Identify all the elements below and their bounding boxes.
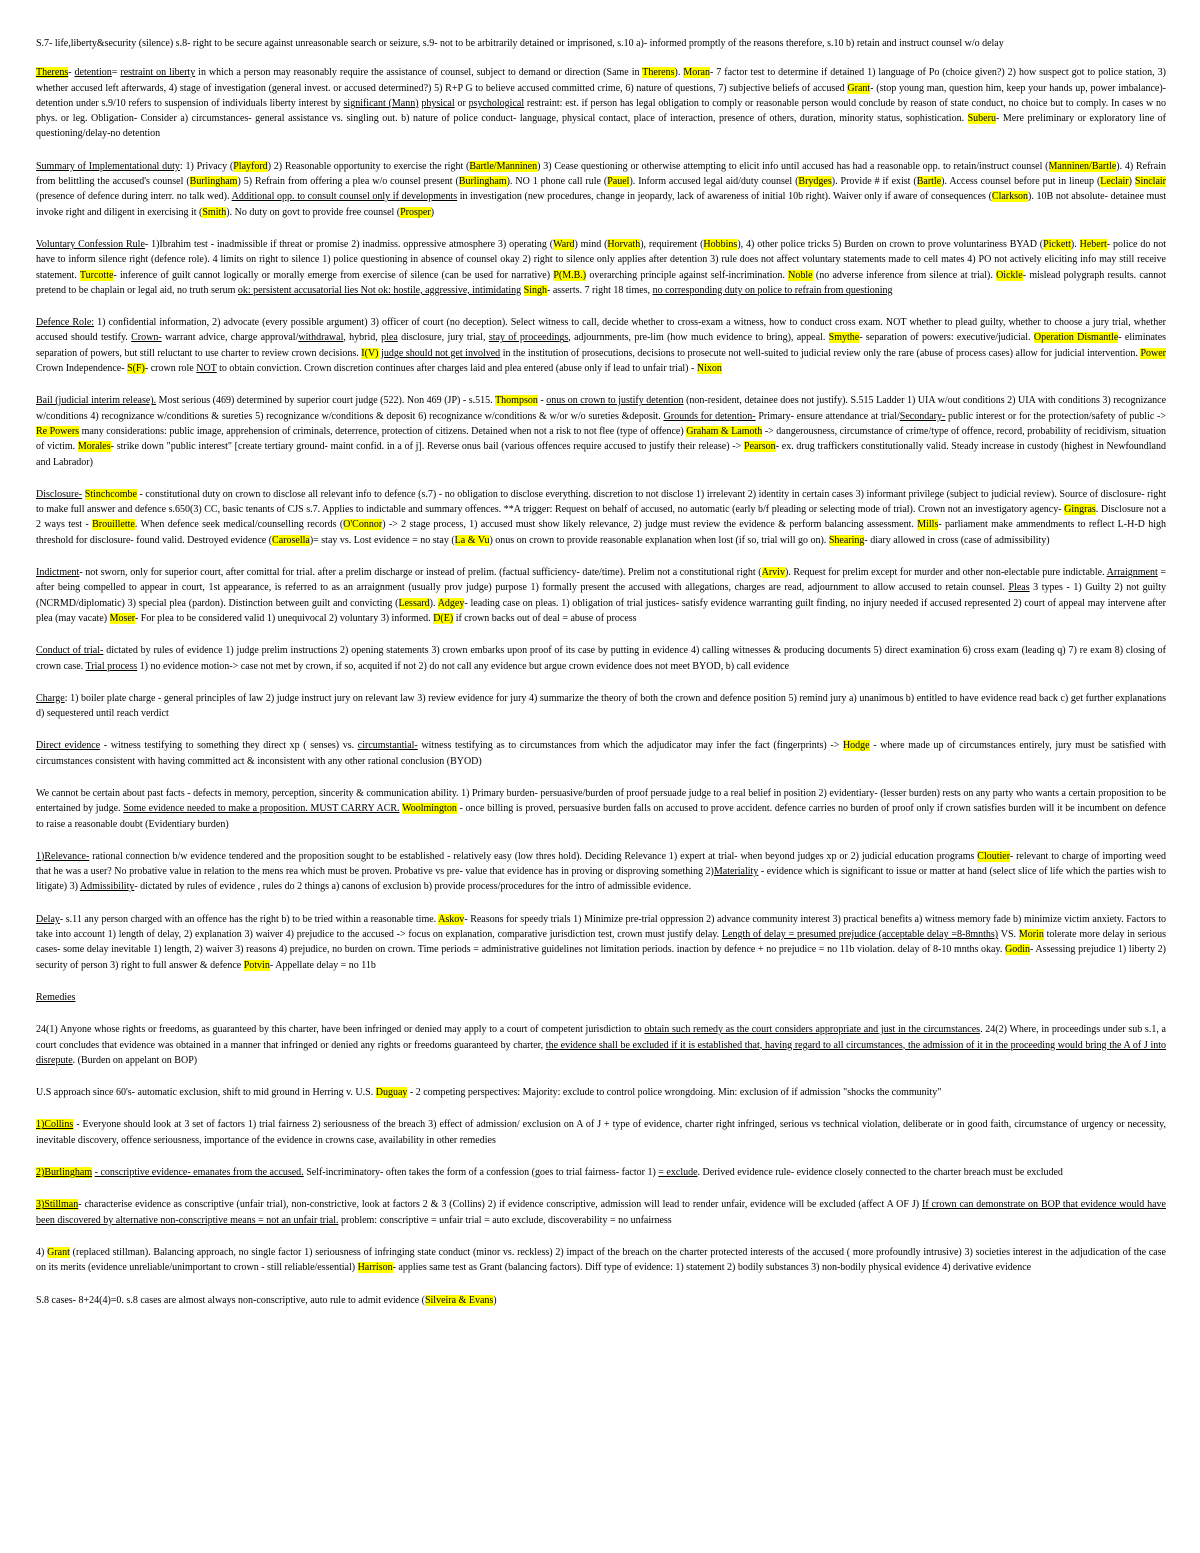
text-run: (non-resident, detainee does not justify). S.515 Ladder 1) UIA w/out conditions 2) UIA with conditions 3) recognizance w/conditions 4) recognizance w/conditions & sureties 5) recognizance w/conditions & deposit 6) recognizance w/conditions & w/or w/o sureties &deposit. (36, 395, 1167, 422)
text-run: S.7- life,liberty&security (silence) s.8- right to be secure against unreasonable search or seizure, s.9- not to be arbitrarily detained or imprisoned, s.10 a)- informed promptly of the reasons therefore, s.10 b) retain and instruct counsel w/o delay (36, 38, 1004, 49)
text-run: ). No duty on govt to provide free counsel ( (226, 206, 401, 218)
text-run: - once billing is proved, persuasive burden falls on accused to prove accident. defence carries no burden of proof only if crown satisfies burden will it be incumbent on defence to raise a reasonable doubt (Evidentiary burden) (36, 803, 1166, 830)
text-run: - diary allowed in cross (case of admissibility) (864, 534, 1050, 546)
underlined-text: Voluntary Confession Rule (36, 238, 145, 250)
highlighted-case-name: Re Powers (36, 425, 80, 437)
text-run: - inference of guilt cannot logically or morally emerge from exercise of silence (can be used for narrative) (113, 269, 554, 281)
highlighted-case-name: Oickle (996, 269, 1023, 281)
text-run: ) 3) Cease questioning or otherwise attempting to elicit info until accused has had a reasonable opp. to retain/instruct counsel ( (537, 160, 1049, 172)
paragraph (36, 849, 1166, 895)
text-run: - For plea to be considered valid 1) unequivocal 2) voluntary 3) informed. (134, 612, 434, 624)
underlined-text: Indictment (36, 567, 80, 579)
text-run: . Disclosure not a 2 ways test - (36, 504, 1166, 531)
text-run: or (454, 97, 469, 109)
text-run: ). Access counsel before put in lineup ( (941, 176, 1101, 188)
text-run: 24(1) Anyone whose rights or freedoms, as guaranteed by this charter, have been infringed or denied may apply to a court of competent jurisdiction to (36, 1024, 645, 1036)
text-run: - Mere preliminary or exploratory line of questioning/delay-no detention (36, 113, 1167, 140)
paragraph (36, 315, 1166, 376)
highlighted-case-name: Pauel (607, 176, 630, 188)
highlighted-case-name: Sinclair (1134, 176, 1166, 188)
text-run: - witness testifying to something they direct xp ( senses) vs. (100, 740, 358, 752)
text-run: ). 10B not absolute- detainee must invoke right and diligent in exercising it ( (36, 191, 1166, 218)
text-run: dictated by rules of evidence 1) judge prelim instructions 2) opening statements 3) crown embarks upon proof of its case by putting in evidence 4) calling witnesses & producing documents 5) direct examination 6) cross exam (leading q) 7) re exam 8) closing of crown case. (36, 645, 1166, 672)
highlighted-case-name: Ward (553, 238, 575, 250)
text-run: ) (1128, 176, 1135, 188)
highlighted-case-name: Morales (77, 441, 111, 453)
paragraph (36, 1117, 1166, 1148)
text-run: Most serious (469) determined by superior court judge (522). Non 469 (JP) - s.515. (156, 395, 496, 407)
highlighted-case-name: Noble (788, 269, 813, 281)
highlighted-case-name: Grant (47, 1246, 70, 1258)
highlighted-case-name: I(V) (361, 347, 379, 359)
paragraph (36, 1293, 1166, 1308)
underlined-text: = exclude (658, 1167, 698, 1179)
underlined-text: Crown- (131, 332, 162, 344)
text-run: : 1) boiler plate charge - general principles of law 2) judge instruct jury on relevant law 3) review evidence for jury 4) summarize the theory of both the crown and defence position 5) remind jury a) unanimous b) entitled to have evidence read back c) get further explanations d) sequestered until reach verdict (36, 692, 1166, 720)
paragraph (36, 36, 1166, 51)
text-run: 1) confidential information, 2) advocate (every possible argument) 3) officer of court (no deception). Select witness to call, decide whether to cross-exam a witness, how to conduct cross exam. NOT whether to plead guilty, whether to choose a jury trial, whether accused should testify. (36, 317, 1166, 344)
text-run: : 1) Privacy ( (179, 160, 234, 172)
text-run: . 24(2) Where, in proceedings under sub s.1, a court concludes that evidence was obtained in a manner that infringed or denied any rights or freedoms guaranteed by charter, (36, 1024, 1166, 1051)
text-run: Self-incriminatory- often takes the form of a confession (goes to trial fairness- factor 1) (303, 1167, 659, 1179)
text-run: - police do not have to inform silence right (defence role). 4 limits on right to silence 1) police questioning in absence of counsel okay 2) right to silence only applies after detention 3) rule does not affect voluntary statements made to cell mates 4) PO not actively eliciting info may still receive statement. (36, 238, 1166, 281)
text-run: - applies same test as Grant (balancing factors). Diff type of evidence: 1) statement 2) bodily substances 3) non-bodily physical evidence 4) derivative evidence (392, 1262, 1032, 1274)
highlighted-case-name: Carosella (272, 534, 310, 546)
text-run: - ex. drug traffickers constitutionally valid. Steady increase in custody (highest in Newfoundland and Labrador) (36, 441, 1166, 468)
highlighted-case-name: Arviv (761, 567, 785, 579)
paragraph (36, 1085, 1166, 1100)
highlighted-case-name: Burlingham (189, 176, 238, 188)
text-run: ). 4) Refrain from belittling the accused's counsel ( (36, 160, 1166, 188)
highlighted-case-name: Moran (683, 67, 710, 79)
underlined-text: detention (74, 67, 112, 79)
highlighted-case-name: Askov (438, 913, 465, 925)
text-run: ) onus on crown to provide reasonable explanation when lost (if so, trial will go on). (489, 534, 829, 546)
text-run: warrant advice, charge approval/ (161, 332, 299, 344)
highlighted-case-name: P(M.B.) (553, 269, 587, 281)
text-run: U.S approach since 60's- automatic exclusion, shift to mid ground in Herring v. U.S. (36, 1087, 376, 1099)
underlined-text: Delay (36, 913, 60, 925)
text-run: - relevant to charge of importing weed that he was a user? No probative value in relation to the mens rea which must be proven. Probative vs pre- value that evidence has in proving or disproving something 2) (36, 850, 1166, 878)
highlighted-case-name: Duguay (375, 1087, 408, 1099)
highlighted-case-name: Singh (523, 284, 548, 296)
highlighted-case-name: Pearson (744, 441, 776, 453)
highlighted-case-name: Playford (233, 160, 268, 172)
text-run: - Assessing prejudice 1) liberty 2) security of person 3) right to full answer & defence (36, 944, 1166, 971)
highlighted-case-name: 1)Collins (36, 1119, 74, 1131)
text-run: ). Request for prelim except for murder and other non-electable pure indictable. (784, 567, 1107, 579)
highlighted-case-name: Manninen/Bartle (1048, 160, 1117, 172)
text-run: ). Provide # if exist ( (831, 176, 917, 188)
text-run: - Reasons for speedy trials 1) Minimize pre-trial oppression 2) advance community interest 3) practical benefits a) witness memory fade b) minimize victim anxiety. Factors to take into account 1) length of delay, 2) explanation 3) waiver 4) prejudice to the accused -> focus on explanation, comparative jurisdiction test, crown must justify delay. (36, 913, 1166, 941)
highlighted-case-name: O'Connor (343, 519, 383, 531)
paragraph (36, 1022, 1166, 1068)
text-run: ). (429, 597, 438, 609)
text-run: - strike down "public interest" [create tertiary ground- maint confid. in a of j]. Reverse onus bail (various offences require accused to justify their release) -> (110, 441, 745, 453)
highlighted-case-name: Horvath (607, 238, 641, 250)
text-run: overarching principle against self-incrimination. (586, 269, 789, 281)
paragraph (36, 1245, 1166, 1276)
text-run: if crown backs out of deal = abuse of process (453, 612, 637, 624)
text-run: = after being compelled to appear in court, 1st appearance, is referred to as an arraignment (usually prov judge) purpose 1) formally present the accused with allegations, charges are read, adjournment to allow accused to retain counsel. (36, 567, 1166, 594)
text-run: , hybrid, (343, 332, 382, 344)
text-run: disclosure, jury trial, (397, 332, 489, 344)
paragraph (36, 65, 1166, 141)
highlighted-case-name: Hodge (842, 740, 870, 752)
highlighted-case-name: Grant (847, 82, 871, 94)
highlighted-case-name: Brouillette (92, 519, 135, 531)
underlined-text: Trial process (85, 660, 138, 672)
text-run: S.8 cases- 8+24(4)=0. s.8 cases are almost always non-conscriptive, auto rule to admit evidence ( (36, 1294, 425, 1306)
text-run: We cannot be certain about past facts - defects in memory, perception, sincerity & communication ability. 1) Primary burden- persuasive/burden of proof persuade judge to a real belief in position 2) evidentiary- (lesser burden) rests on any party who wants a certain proposition to be entertained by judge. (36, 787, 1166, 815)
text-run: 1) no evidence motion-> case not met by crown, if so, acquited if not 2) do not call any evidence but argue crown evidence does not meet BYOD, b) call evidence (137, 660, 790, 672)
text-run: 4) (36, 1246, 48, 1258)
text-run: - separation of powers: executive/judicial. (859, 332, 1034, 344)
underlined-text: Some evidence needed to make a proposition. MUST CARRY ACR. (123, 803, 400, 815)
underlined-text: If crown can demonstrate on BOP that evidence would have been discovered by alternative non-conscriptive means = not an unfair trial. (36, 1199, 1166, 1226)
underlined-text: psychological (468, 97, 525, 109)
underlined-text: Charge (36, 692, 65, 704)
paragraph (36, 487, 1166, 548)
text-run: , adjournments, pre-lim (how much evidence to bring), appeal. (568, 332, 829, 344)
underlined-text: restraint on liberty (120, 67, 196, 79)
highlighted-case-name: Woolmington (402, 803, 457, 815)
highlighted-case-name: Bartle (916, 176, 942, 188)
text-run: - 2 competing perspectives: Majority: exclude to control police wrongdoing. Min: exclusion of if admission "shocks the community" (407, 1087, 942, 1099)
underlined-text: circumstantial- (357, 740, 418, 752)
text-run: - eliminates separation of powers, but still reluctant to use charter to review crown decisions. (36, 332, 1167, 359)
underlined-text: 1)Relevance- (36, 850, 90, 862)
text-run: . Derived evidence rule- evidence closely connected to the charter breach must be excluded (697, 1167, 1063, 1179)
text-run: ). NO 1 phone call rule ( (506, 176, 608, 188)
text-run: - characterise evidence as conscriptive (unfair trial), non-constrictive, look at factors 2 & 3 (Collins) 2) if evidence conscriptive, admission will lead to render unfair, evidence will be excluded (affect A OF J) (78, 1199, 922, 1211)
highlighted-case-name: Graham & Lamoth (686, 425, 763, 437)
underlined-text: - conscriptive evidence- emanates from the accused. (94, 1167, 304, 1179)
text-run: in which a person may reasonably require the assistance of counsel, subject to demand or direction (Same in (195, 67, 643, 79)
text-run: - mislead polygraph results. cannot pretend to be chaplain or legal aid, no truth serum (36, 269, 1166, 296)
underlined-text: ok: persistent accusatorial lies Not ok: hostile, aggressive, intimidating (237, 284, 522, 296)
text-run: rational connection b/w evidence tendered and the proposition sought to be established - relatively easy (low thres hold). Deciding Relevance 1) expert at trial- when beyond judges xp or 2) judicial education programs (89, 850, 978, 862)
highlighted-case-name: Prosper (400, 206, 431, 218)
paragraph (36, 643, 1166, 674)
underlined-text: no corresponding duty on police to refrain from questioning (652, 284, 893, 296)
text-run: ). (674, 67, 684, 79)
underlined-text: Pleas (1008, 582, 1030, 594)
text-run: tolerate more delay in serious cases- some delay inevitable 1) length, 2) waiver 3) reasons 4) prejudice, no burden on crown. Time periods = administrative guidelines not limitation periods. inaction by defence + no prejudice = no 11b violation. delay of 8-10 mnths okay. (36, 929, 1167, 956)
highlighted-case-name: D(E) (433, 612, 454, 624)
text-run: ) 2) Reasonable opportunity to exercise the right ( (267, 160, 470, 172)
underlined-text: significant (Mann) (343, 97, 419, 109)
highlighted-case-name: Potvin (243, 959, 270, 971)
text-run: in the institution of prosecutions, decisions to prosecute not well-suited to judicial review only the rare (abuse of process cases) allow for judicial intervention. (500, 347, 1141, 359)
text-run: in investigation (new procedures, change in jeopardy, lack of awareness of initial 10b right). Waiver only if aware of consequences ( (457, 191, 992, 203)
text-run: ) (493, 1294, 497, 1306)
highlighted-case-name: 3)Stillman (36, 1199, 79, 1211)
text-run: - dictated by rules of evidence , rules do 2 things a) canons of exclusion b) provide process/procedures for the intro of admissible evidence. (134, 881, 692, 893)
text-run: ). (1070, 238, 1080, 250)
highlighted-case-name: Brydges (798, 176, 832, 188)
text-run: Crown Independence- (36, 363, 128, 375)
highlighted-case-name: Moser (109, 612, 135, 624)
document-body (36, 36, 1166, 1325)
highlighted-case-name: Morin (1018, 929, 1044, 941)
highlighted-case-name: Lessard (398, 597, 430, 609)
text-run: - parliament make ammendments to reflect L-H-D high threshold for disclosure- found valid. Destroyed evidence ( (36, 519, 1166, 546)
paragraph (36, 990, 1166, 1005)
text-run: restraint: est. if person has legal obligation to comply or reasonable person would conclude by reason of state conduct, no choice but to comply. In cases w no phys. or leg. Obligation- Consider a) circumstances- general assistance vs. singling out. b) nature of police conduct- language, physical contact, place of interaction, presence of others, duration, minority status, sophistication. (36, 97, 1167, 125)
highlighted-case-name: Shearing (828, 534, 865, 546)
paragraph (36, 912, 1166, 973)
highlighted-case-name: Gingras (1064, 504, 1096, 516)
underlined-text: Secondary- (899, 410, 946, 422)
text-run: to obtain conviction. Crown discretion continues after charges laid and plea entered (abuse only if lead to unfair trial) - (216, 363, 697, 375)
paragraph (36, 786, 1166, 832)
underlined-text: withdrawal (298, 332, 344, 344)
highlighted-case-name: Smythe (828, 332, 860, 344)
underlined-text: Disclosure- (36, 488, 83, 500)
text-run: ) mind ( (574, 238, 608, 250)
text-run: -> dangerousness, circumstance of crime/type of offence, record, probability of recidivism, situation of victim. (36, 425, 1166, 453)
highlighted-case-name: Pickett (1043, 238, 1071, 250)
highlighted-case-name: Bartle/Manninen (469, 160, 538, 172)
text-run: (replaced stillman). Balancing approach, no single factor 1) seriousness of infringing state conduct (minor vs. reckless) 2) impact of the breach on the charter protected interests of the accused ( more profoundly intrusive) 3) societies interest in the adjudication of the case on its merits (evidence unreliable/unimportant to crown - still reliable/essential) (36, 1246, 1166, 1274)
text-run: many considerations: public image, apprehension of criminals, deterrence, protection of citizens. Detained when not a risk to not flee (type of offence) (79, 425, 687, 437)
text-run: . (Burden on appelant on BOP) (72, 1054, 198, 1066)
highlighted-case-name: La & Vu (454, 534, 490, 546)
paragraph (36, 691, 1166, 722)
paragraph (36, 1197, 1166, 1228)
text-run: witness testifying as to circumstances from which the adjudicator may infer the fact (fingerprints) -> (417, 740, 843, 752)
text-run: ), 4) other police tricks 5) Burden on crown to prove voluntariness BYAD ( (737, 238, 1044, 250)
underlined-text: onus on crown to justify detention (546, 395, 684, 407)
underlined-text: Arraignment (1106, 567, 1158, 579)
text-run: public interest or for the protection/safety of public -> (945, 410, 1166, 422)
text-run: . When defence seek medical/counselling records ( (134, 519, 344, 531)
text-run: - 7 factor test to determine if detained 1) language of Po (choice given?) 2) how suspect got to police station, 3) whether accused left afterwards, 4) stage of investigation (general invest. or accused determined?) 5) R+P G to believe accused committed crime, 6) nature of questions, 7) subjective beliefs of accused (36, 67, 1166, 94)
underlined-text: the evidence shall be excluded if it is established that, having regard to all circumstances, the admission of it in the proceeding would bring the A of J into disrepute (36, 1039, 1167, 1066)
text-run: - 1)Ibrahim test - inadmissible if threat or promise 2) inadmiss. oppressive atmosphere 3) operating ( (144, 238, 554, 250)
highlighted-case-name: Nixon (696, 363, 722, 375)
underlined-text: Summary of Implementational duty (36, 160, 180, 172)
underlined-text: Materiality (713, 866, 759, 878)
underlined-text: Additional opp. to consult counsel only if developments (231, 191, 458, 203)
underlined-text: Admissibility (79, 881, 135, 893)
paragraph (36, 237, 1166, 298)
highlighted-case-name: Therens (36, 67, 69, 79)
highlighted-case-name: Adgey (437, 597, 465, 609)
highlighted-case-name: Turcotte (79, 269, 114, 281)
highlighted-case-name: 2)Burlingham (36, 1167, 93, 1179)
text-run: - (stop young man, question him, keep your hands up, power imbalance)- detention under s.9/10 refers to suspension of individuals liberty interest by (36, 82, 1166, 109)
highlighted-case-name: Harrison (357, 1262, 393, 1274)
text-run: ). Inform accused legal aid/duty counsel ( (629, 176, 799, 188)
underlined-text: obtain such remedy as the court considers appropriate and just in the circumstances (644, 1024, 981, 1036)
text-run: 3 types - 1) Guilty 2) not guilty (NCRMD/diplomatic) 3) special plea (pardon). Distinction between guilt and convicting ( (36, 582, 1166, 609)
highlighted-case-name: Leclair (1100, 176, 1129, 188)
text-run: VS. (998, 929, 1019, 941)
text-run: problem: conscriptive = unfair trial = auto exclude, discoverability = no unfairness (338, 1214, 672, 1226)
highlighted-case-name: Suberu (967, 113, 996, 125)
text-run: - Everyone should look at 3 set of factors 1) trial fairness 2) seriousness of the breach 3) effect of admission/ exclusion on A of J + type of evidence, charter right infringed, serious vs technical violation, deliberate or in good faith, circumstance of urgency or necessity, inevitable discovery, offence seriousness, importance of the evidence in crowns case, availability in other remedies (36, 1119, 1166, 1146)
highlighted-case-name: Therens (642, 67, 675, 79)
underlined-text: judge should not get involved (381, 347, 501, 359)
text-run: - evidence which is significant to issue or matter at hand (select slice of life which the parties wish to litigate) 3) (36, 866, 1166, 893)
text-run: - Appellate delay = no 11b (269, 959, 376, 971)
highlighted-case-name: Burlingham (458, 176, 507, 188)
text-run: ) 5) Refrain from offering a plea w/o counsel present ( (237, 176, 459, 188)
text-run: - (537, 395, 547, 407)
highlighted-case-name: Clarkson (991, 191, 1029, 203)
highlighted-case-name: Thompson (495, 395, 538, 407)
highlighted-case-name: Stinchcombe (84, 488, 137, 500)
paragraph (36, 1165, 1166, 1180)
text-run: (presence of defence during interr. no talk wed). (36, 191, 232, 203)
underlined-text: Remedies (36, 991, 76, 1003)
paragraph (36, 393, 1166, 469)
underlined-text: plea (381, 332, 398, 344)
text-run: - not sworn, only for superior court, after comittal for trial. after a prelim discharge or instead of prelim. (factual sufficiency- date/time). Prelim not a constitutional right ( (79, 567, 762, 579)
text-run: - constitutional duty on crown to disclose all relevant info to defence (s.7) - no obligation to disclose everything. discretion to not disclose 1) irrelevant 2) identity in certain cases 3) informant privilege (subject to judicial review). Source of disclosure- right to make full answer and defence s.650(3) CC, basic tenants of CJS s.7. Applies to indictable and summary offences. **A trigger: Request on behalf of accused, no automatic (early b/f pleading or selecting mode of trial). Crown not an investigatory agency- (36, 488, 1167, 516)
text-run: - crown role (144, 363, 197, 375)
text-run: - s.11 any person charged with an offence has the right b) to be tried within a reasonable time. (59, 913, 439, 925)
highlighted-case-name: Hebert (1079, 238, 1107, 250)
text-run: ) (430, 206, 435, 218)
underlined-text: Bail (judicial interim release). (36, 395, 157, 407)
highlighted-case-name: Cloutier (977, 850, 1010, 862)
text-run: )= stay vs. Lost evidence = no stay ( (309, 534, 455, 546)
highlighted-case-name: Power (1140, 347, 1167, 359)
text-run: - leading case on pleas. 1) obligation of trial justices- satisfy evidence warranting guilt finding, no injury needed if accused represented 2) court of appeal may intervene after plea (may vacate) (36, 597, 1166, 624)
text-run: ), requirement ( (640, 238, 704, 250)
text-run: Primary- ensure attendance at trial/ (755, 410, 900, 422)
paragraph (36, 738, 1166, 769)
underlined-text: stay of proceedings (488, 332, 569, 344)
underlined-text: Conduct of trial- (36, 645, 104, 657)
underlined-text: physical (421, 97, 455, 109)
text-run: (no adverse inference from silence at trial). (812, 269, 997, 281)
highlighted-case-name: S(F) (127, 363, 145, 375)
highlighted-case-name: Operation Dismantle (1033, 332, 1119, 344)
text-run: - where made up of circumstances entirely, jury must be satisfied with circumstances consistent with having committed act & inconsistent with any other rational conclusion (BYOD) (36, 740, 1166, 767)
highlighted-case-name: Mills (917, 519, 939, 531)
underlined-text: NOT (196, 363, 217, 375)
highlighted-case-name: Smith (202, 206, 227, 218)
highlighted-case-name: Silveira & Evans (424, 1294, 494, 1306)
paragraph (36, 565, 1166, 626)
text-run: ) -> 2 stage process, 1) accused must show likely relevance, 2) judge must review the evidence & perform balancing assessment. (382, 519, 918, 531)
highlighted-case-name: Hobbins (703, 238, 738, 250)
text-run: - asserts. 7 right 18 times, (547, 284, 653, 296)
underlined-text: Direct evidence (36, 740, 101, 752)
text-run: = (111, 67, 121, 79)
underlined-text: Grounds for detention- (663, 410, 756, 422)
paragraph (36, 159, 1166, 220)
underlined-text: Length of delay = presumed prejudice (acceptable delay =8-8mnths) (721, 929, 999, 941)
highlighted-case-name: Godin (1005, 944, 1030, 956)
text-run: - (68, 67, 75, 79)
underlined-text: Defence Role: (36, 317, 95, 329)
